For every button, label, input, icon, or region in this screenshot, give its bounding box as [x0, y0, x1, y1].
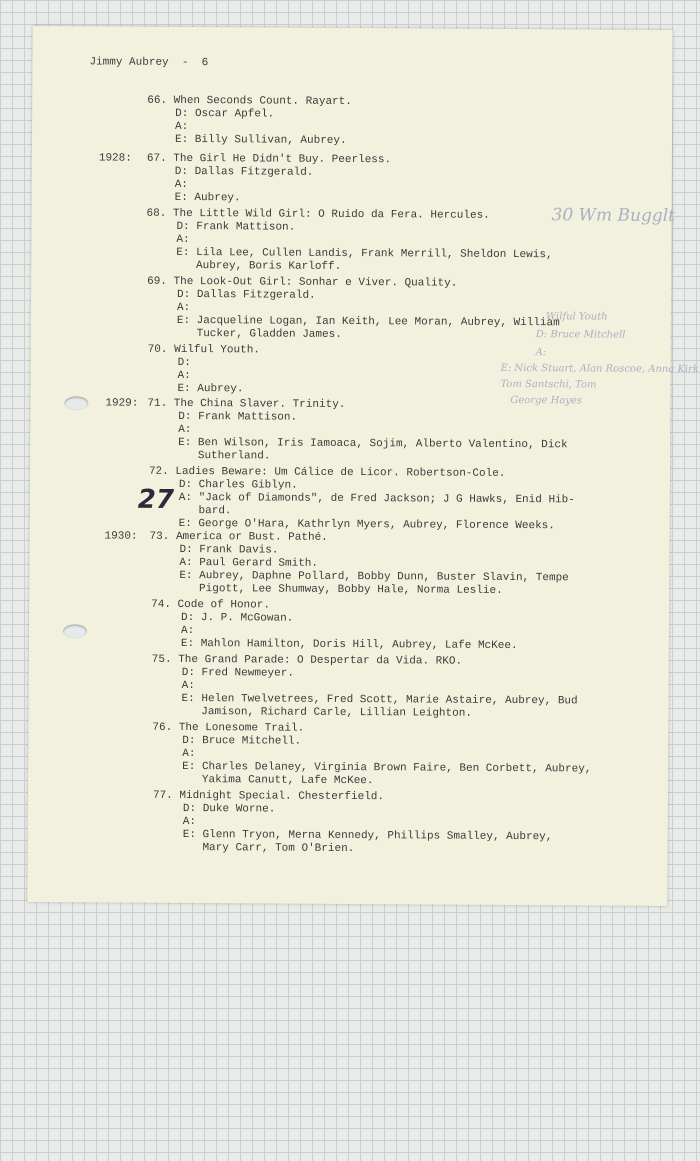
film-director: D: Bruce Mitchell. [182, 734, 302, 748]
film-cast: E: George O'Hara, Kathrlyn Myers, Aubrey, Florence Weeks. [178, 517, 555, 533]
film-director: D: Dallas Fitzgerald. [174, 165, 314, 179]
film-author: bard. [178, 504, 232, 518]
film-cast: Aubrey, Boris Karloff. [176, 259, 342, 273]
film-title: 72. Ladies Beware: Um Cálice de Licor. Robertson-Cole. [148, 465, 506, 480]
film-author: A: [177, 369, 191, 383]
film-cast: E: Charles Delaney, Virginia Brown Faire, Ben Corbett, Aubrey, [182, 760, 592, 776]
year-label: 1930: [104, 530, 138, 543]
film-title: 76. The Lonesome Trail. [152, 721, 305, 735]
film-author: A: [182, 747, 196, 761]
film-author: A: Paul Gerard Smith. [179, 556, 319, 570]
film-title: 70. Wilful Youth. [147, 343, 260, 357]
film-cast: Pigott, Lee Shumway, Bobby Hale, Norma Leslie. [179, 582, 503, 597]
film-director: D: Frank Davis. [179, 543, 279, 557]
film-title: 68. The Little Wild Girl: O Ruido da Fera. Hercules. [146, 207, 490, 222]
film-director: D: Dallas Fitzgerald. [177, 288, 316, 302]
typed-text [27, 26, 672, 906]
film-title: 69. The Look-Out Girl: Sonhar e Viver. Quality. [147, 275, 458, 290]
film-author: A: [180, 624, 195, 638]
ink-annotation-number: 27 [137, 484, 175, 515]
page-header: Jimmy Aubrey - 6 [89, 56, 209, 70]
film-cast: Yakima Canutt, Lafe McKee. [182, 773, 374, 788]
pencil-annotation: E: Nick Stuart, Alan Roscoe, Anna Kirk [500, 362, 700, 376]
film-cast: E: Glenn Tryon, Merna Kennedy, Phillips Smalley, Aubrey, [182, 828, 553, 844]
pencil-annotation: A: [535, 347, 547, 359]
film-cast: Sutherland. [178, 449, 271, 463]
film-director: D: Duke Worne. [182, 802, 276, 816]
film-author: A: "Jack of Diamonds", de Fred Jackson; J G Hawks, Enid Hib- [178, 491, 575, 507]
film-director: D: J. P. McGowan. [181, 611, 294, 625]
film-title: 67. The Girl He Didn't Buy. Peerless. [146, 152, 392, 167]
film-cast: E: Billy Sullivan, Aubrey. [174, 133, 347, 147]
document-page [27, 26, 700, 906]
pencil-annotation: 30 Wm Bugglt [551, 205, 676, 226]
pencil-annotation: D: Bruce Mitchell [535, 329, 626, 341]
pencil-annotation: Tom Santschi, Tom [500, 378, 597, 391]
film-author: A: [174, 178, 188, 192]
film-cast: E: Lila Lee, Cullen Landis, Frank Merrill, Sheldon Lewis, [176, 246, 553, 262]
film-author: A: [178, 423, 192, 437]
year-label: 1929: [105, 397, 139, 410]
film-director: D: Frank Mattison. [176, 220, 296, 234]
film-cast: E: Aubrey, Daphne Pollard, Bobby Dunn, Buster Slavin, Tempe [179, 569, 569, 585]
film-cast: E: Ben Wilson, Iris Iamoaca, Sojim, Alberto Valentino, Dick [178, 436, 568, 452]
film-cast: Tucker, Gladden James. [176, 327, 342, 341]
film-title: 66. When Seconds Count. Rayart. [147, 94, 352, 109]
film-cast: E: Helen Twelvetrees, Fred Scott, Marie Astaire, Aubrey, Bud [181, 692, 578, 708]
film-cast: E: Mahlon Hamilton, Doris Hill, Aubrey, Lafe McKee. [180, 637, 518, 653]
film-author: A: [175, 120, 189, 134]
film-cast: Jamison, Richard Carle, Lillian Leighton. [181, 705, 472, 720]
pencil-annotation: Wilful Youth [545, 311, 608, 323]
film-title: 75. The Grand Parade: O Despertar da Vida. RKO. [151, 653, 463, 668]
film-title: 71. The China Slaver. Trinity. [147, 397, 346, 411]
film-title: 77. Midnight Special. Chesterfield. [152, 789, 385, 804]
film-director: D: Oscar Apfel. [175, 107, 275, 121]
year-label: 1928: [98, 152, 132, 165]
film-cast: E: Jacqueline Logan, Ian Keith, Lee Moran, Aubrey, William [176, 314, 560, 330]
pencil-annotation: George Hayes [510, 394, 583, 407]
film-cast: E: Aubrey. [177, 382, 244, 396]
film-author: A: [176, 233, 190, 247]
film-title: 74. Code of Honor. [151, 598, 271, 612]
film-cast: E: Aubrey. [174, 191, 241, 205]
film-director: D: Frank Mattison. [178, 410, 298, 424]
film-author: A: [181, 679, 195, 693]
film-author: A: [176, 301, 191, 315]
film-author: A: [182, 815, 197, 829]
film-director: D: [177, 356, 191, 370]
film-cast: Mary Carr, Tom O'Brien. [182, 841, 355, 856]
film-director: D: Charles Giblyn. [178, 478, 298, 492]
film-title: 73. America or Bust. Pathé. [149, 530, 328, 544]
film-director: D: Fred Newmeyer. [181, 666, 294, 680]
